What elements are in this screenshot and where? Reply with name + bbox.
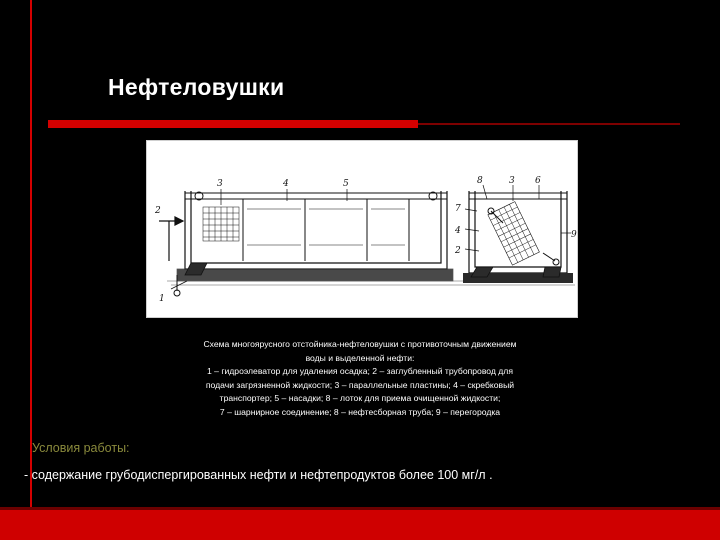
- svg-text:5: 5: [343, 179, 349, 189]
- page-title: Нефтеловушки: [108, 74, 285, 100]
- left-accent-rule: [30, 0, 32, 540]
- title-underline-thin: [418, 123, 680, 125]
- caption-line: подачи загрязненной жидкости; 3 – параллельные пластины; 4 – скребковый: [205, 379, 515, 390]
- caption-line: Схема многоярусного отстойника-нефтеловушки с противоточным движением: [203, 339, 517, 349]
- svg-text:4: 4: [283, 179, 289, 189]
- scheme-figure: [146, 140, 578, 318]
- figure-caption: [120, 338, 600, 420]
- svg-text:4: 4: [455, 226, 461, 236]
- conditions-text: - содержание грубодиспергированных нефти и нефтепродуктов более 100 мг/л .: [24, 468, 493, 482]
- caption-line: 7 – шарнирное соединение; 8 – нефтесборная труба; 9 – перегородка: [219, 406, 501, 417]
- svg-text:1: 1: [159, 294, 165, 304]
- svg-text:3: 3: [509, 176, 515, 186]
- title-underline-bar: [48, 120, 418, 128]
- svg-text:3: 3: [217, 179, 223, 189]
- conditions-heading: Условия работы:: [32, 441, 130, 455]
- caption-line: транспортер; 5 – насадки; 8 – лоток для приема очищенной жидкости;: [219, 393, 501, 404]
- svg-text:2: 2: [155, 206, 161, 216]
- svg-text:7: 7: [455, 204, 461, 214]
- svg-text:8: 8: [477, 176, 483, 186]
- caption-line: воды и выделенной нефти:: [305, 352, 415, 363]
- caption-line: 1 – гидроэлеватор для удаления осадка; 2 – заглубленный трубопровод для: [207, 366, 513, 377]
- svg-text:2: 2: [455, 246, 461, 256]
- svg-text:9: 9: [571, 230, 577, 240]
- svg-text:6: 6: [535, 176, 541, 186]
- bottom-accent-band: [0, 510, 720, 540]
